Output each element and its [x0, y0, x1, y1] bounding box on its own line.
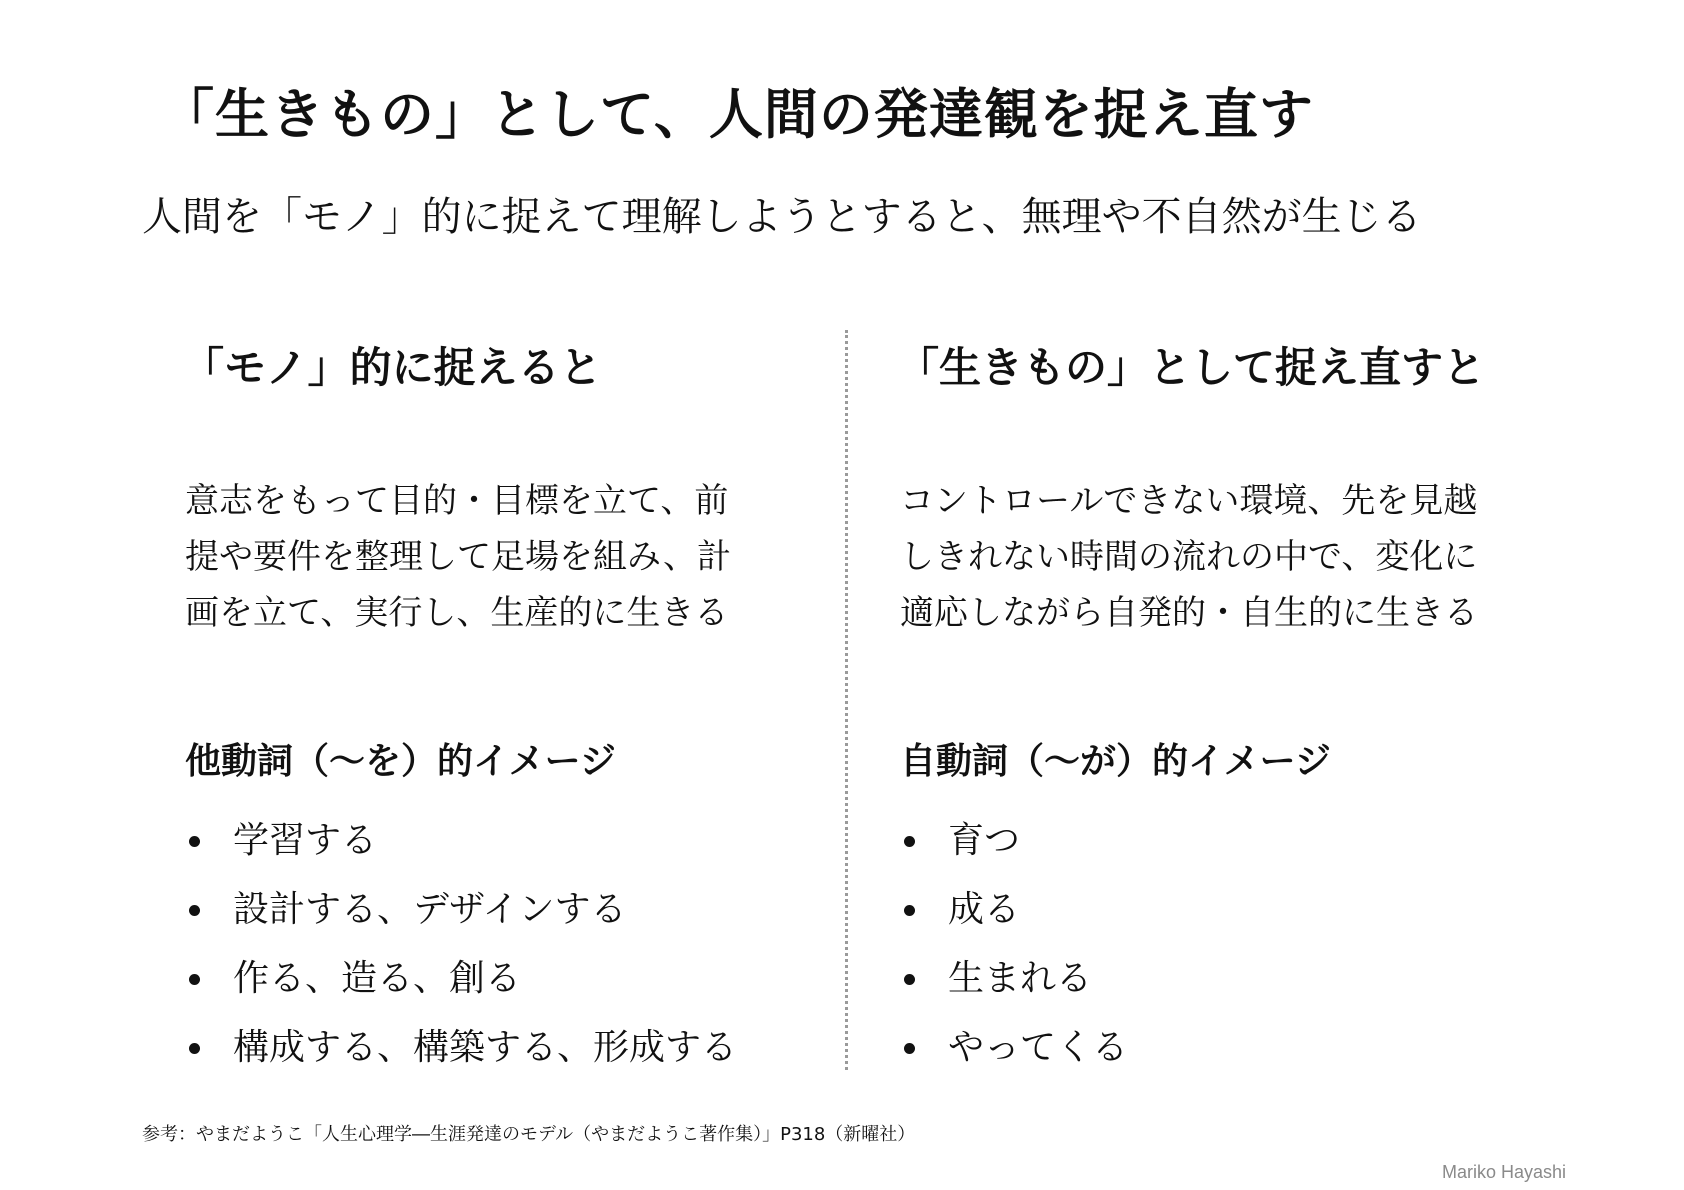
- left-description-line: 画を立て、実行し、生産的に生きる: [185, 593, 729, 633]
- right-description-line: コントロールできない環境、先を見越: [900, 481, 1478, 521]
- list-item-text: 構成する、構築する、形成する: [233, 1027, 738, 1068]
- bullet-dot-icon: [904, 905, 915, 916]
- slide-title: 「生きもの」として、人間の発達観を捉え直す: [160, 83, 1314, 146]
- column-divider: [845, 330, 848, 1070]
- left-bullet-list: [185, 806, 825, 1082]
- list-item: [900, 806, 1540, 875]
- list-item-text: 設計する、デザインする: [233, 889, 627, 930]
- list-item-text: 学習する: [233, 820, 378, 861]
- bullet-dot-icon: [904, 836, 915, 847]
- right-column-subheading: 自動詞（〜が）的イメージ: [900, 741, 1331, 782]
- list-item-text: 生まれる: [948, 958, 1093, 999]
- list-item-text: 育つ: [948, 820, 1021, 861]
- right-column-description: [900, 473, 1510, 641]
- list-item: [185, 875, 825, 944]
- list-item: [185, 806, 825, 875]
- left-column-subheading: 他動詞（〜を）的イメージ: [185, 741, 616, 782]
- left-column-heading: 「モノ」的に捉えると: [182, 343, 602, 392]
- list-item-text: 成る: [948, 889, 1021, 930]
- bullet-dot-icon: [189, 905, 200, 916]
- list-item-text: 作る、造る、創る: [233, 958, 522, 999]
- bullet-dot-icon: [189, 974, 200, 985]
- right-bullet-list: [900, 806, 1540, 1082]
- reference-citation: 参考：やまだようこ「人生心理学―生涯発達のモデル（やまだようこ著作集）」P318（新曜社）: [142, 1124, 916, 1145]
- author-credit: Mariko Hayashi: [1441, 1162, 1566, 1182]
- list-item-text: やってくる: [948, 1027, 1129, 1068]
- right-column-heading: 「生きもの」として捉え直すと: [897, 343, 1486, 392]
- right-description-line: しきれない時間の流れの中で、変化に: [900, 537, 1478, 577]
- bullet-dot-icon: [904, 974, 915, 985]
- bullet-dot-icon: [904, 1043, 915, 1054]
- right-column: [897, 335, 1540, 1082]
- slide-subtitle: 人間を「モノ」的に捉えて理解しようとすると、無理や不自然が生じる: [142, 194, 1422, 240]
- left-column: [182, 335, 825, 1082]
- left-description-line: 提や要件を整理して足場を組み、計: [185, 537, 732, 577]
- list-item: [900, 1013, 1540, 1082]
- list-item: [185, 1013, 825, 1082]
- bullet-dot-icon: [189, 1043, 200, 1054]
- list-item: [185, 944, 825, 1013]
- bullet-dot-icon: [189, 836, 200, 847]
- list-item: [900, 944, 1540, 1013]
- left-column-description: [185, 473, 795, 641]
- list-item: [900, 875, 1540, 944]
- right-description-line: 適応しながら自発的・自生的に生きる: [900, 593, 1478, 633]
- left-description-line: 意志をもって目的・目標を立て、前: [185, 481, 729, 521]
